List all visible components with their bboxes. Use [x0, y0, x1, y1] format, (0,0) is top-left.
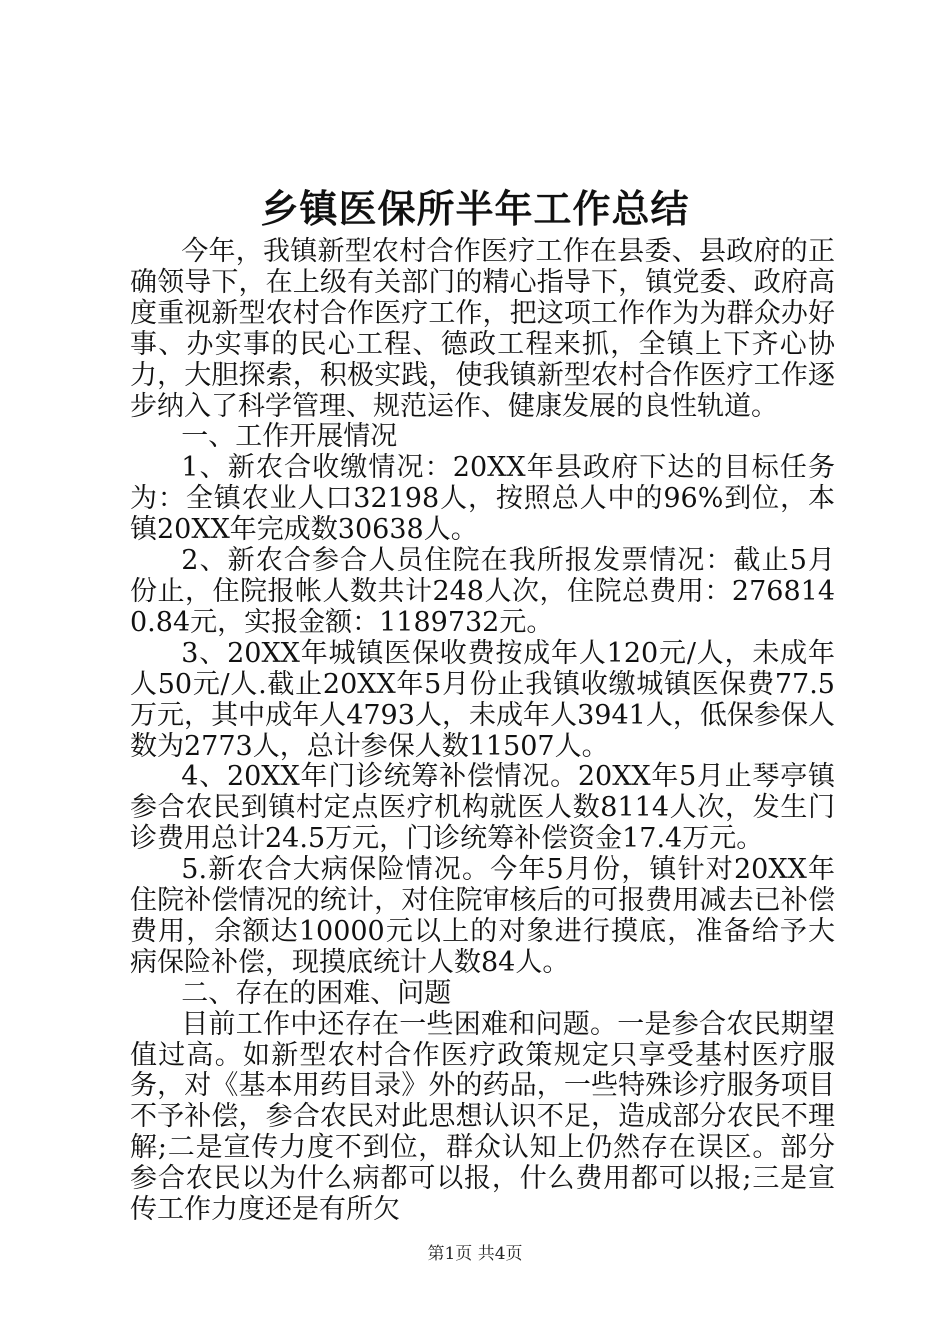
paragraph-item-3: 3、20XX年城镇医保收费按成年人120元/人，未成年人50元/人.截止20XX年5月份止我镇收缴城镇医保费77.5万元，其中成年人4793人，未成年人3941人，低保参保人数为2773人，总计参保人数11507人。	[130, 637, 835, 762]
paragraph-item-1: 1、新农合收缴情况：20XX年县政府下达的目标任务为：全镇农业人口32198人，按照总人中的96%到位，本镇20XX年完成数30638人。	[130, 452, 835, 546]
section-heading-problems: 二、存在的困难、问题	[181, 977, 452, 1009]
paragraph-item-5: 5.新农合大病保险情况。今年5月份，镇针对20XX年住院补偿情况的统计，对住院审核后的可报费用减去已补偿费用，余额达10000元以上的对象进行摸底，准备给予大病保险补偿，现摸底统计人数84人。	[130, 854, 835, 978]
page-footer: 第1页 共4页	[427, 1244, 523, 1264]
paragraph-intro: 今年，我镇新型农村合作医疗工作在县委、县政府的正确领导下，在上级有关部门的精心指导下，镇党委、政府高度重视新型农村合作医疗工作，把这项工作作为为群众办好事、办实事的民心工程、德政工程来抓，全镇上下齐心协力，大胆探索，积极实践，使我镇新型农村合作医疗工作逐步纳入了科学管理、规范运作、健康发展的良性轨道。	[130, 236, 835, 422]
paragraph-item-2: 2、新农合参合人员住院在我所报发票情况：截止5月份止，住院报帐人数共计248人次，住院总费用：2768140.84元，实报金额：1189732元。	[130, 545, 835, 638]
section-heading-work-progress: 一、工作开展情况	[181, 421, 398, 453]
paragraph-item-4: 4、20XX年门诊统筹补偿情况。20XX年5月止琴亭镇参合农民到镇村定点医疗机构就医人数8114人次，发生门诊费用总计24.5万元，门诊统筹补偿资金17.4万元。	[130, 761, 835, 855]
paragraph-problems: 目前工作中还存在一些困难和问题。一是参合农民期望值过高。如新型农村合作医疗政策规定只享受基村医疗服务，对《基本用药目录》外的药品，一些特殊诊疗服务项目不予补偿，参合农民对此思想认识不足，造成部分农民不理解;二是宣传力度不到位，群众认知上仍然存在误区。部分参合农民以为什么病都可以报，什么费用都可以报;三是宣传工作力度还是有所欠	[130, 1008, 835, 1226]
document-body	[130, 237, 835, 1226]
document-title: 乡镇医保所半年工作总结	[260, 186, 690, 231]
